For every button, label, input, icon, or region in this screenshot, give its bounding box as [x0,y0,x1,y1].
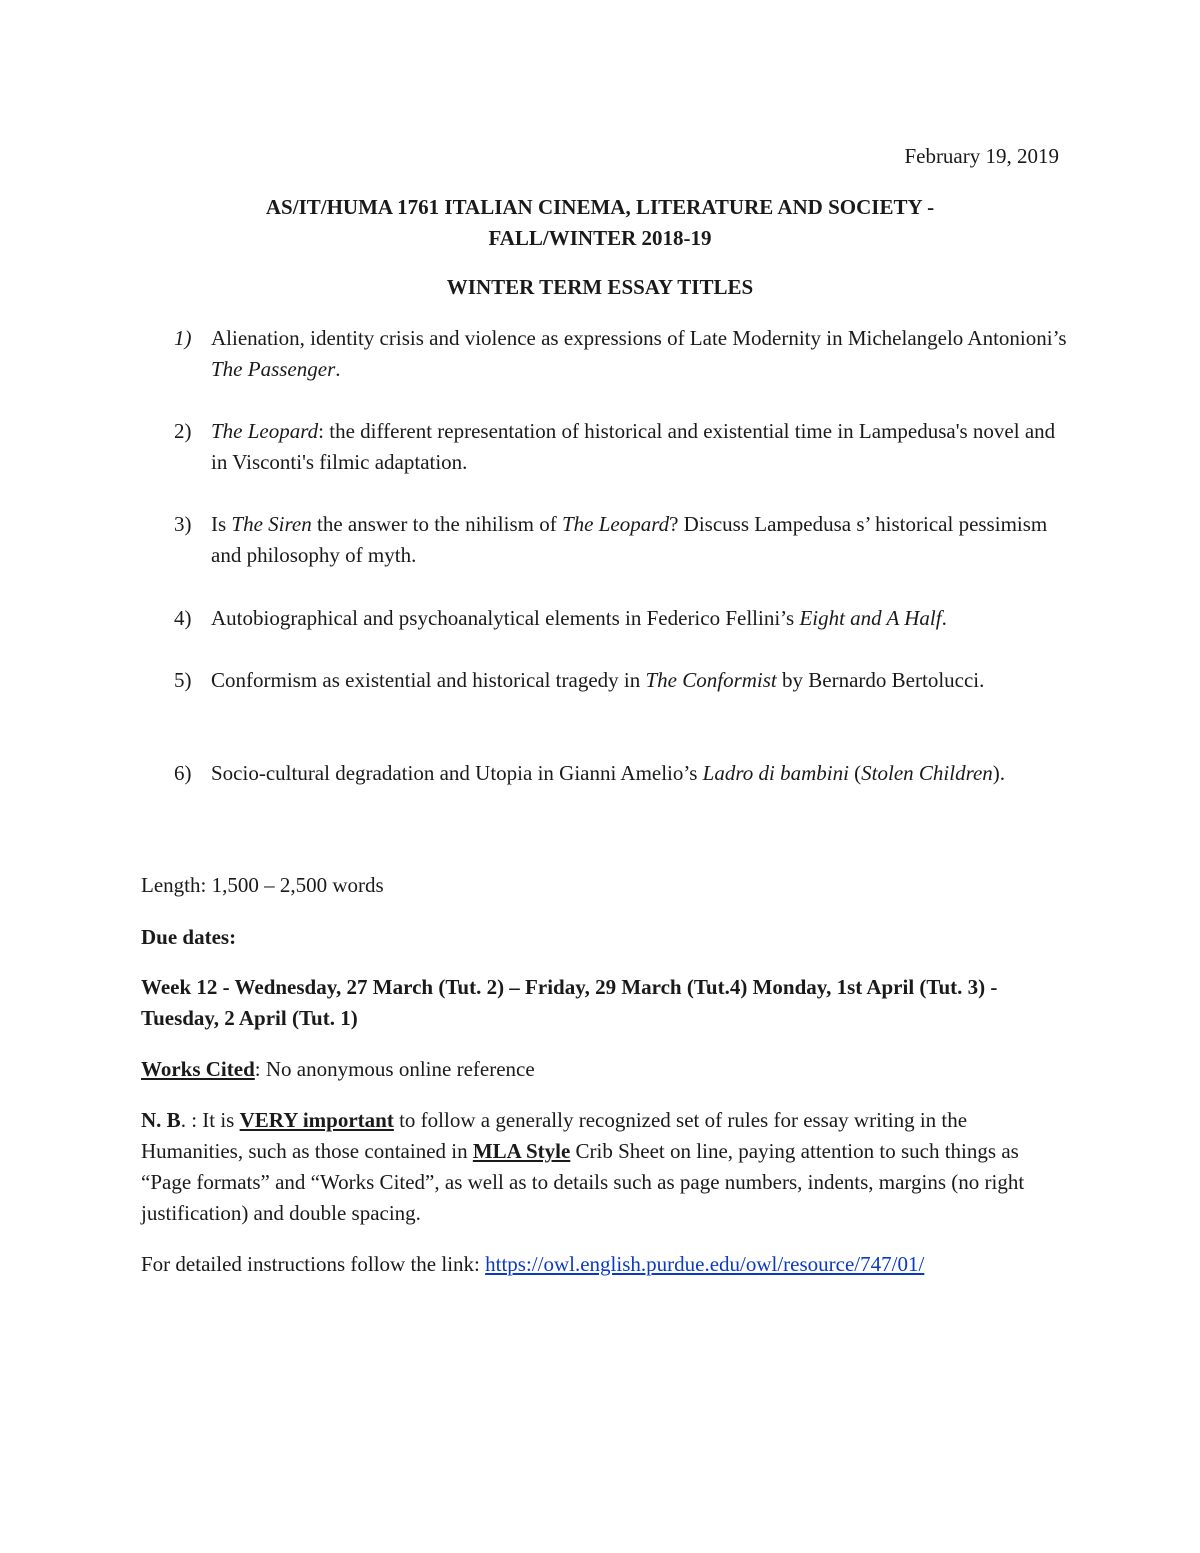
document-date: February 19, 2019 [904,144,1059,168]
course-title-line-1: AS/IT/HUMA 1761 ITALIAN CINEMA, LITERATURE AND SOCIETY - [265,195,935,219]
nb-label: N. B [141,1108,181,1132]
nb-text-segment: to follow a generally recognized set of rules for essay writing in the Humanities, such as those contained in [141,1108,968,1163]
nota-bene-paragraph [141,1105,1041,1229]
item-text-segment: Socio-cultural degradation and Utopia in Gianni Amelio’s [211,761,703,785]
film-title: The Conformist [645,668,777,692]
essay-title-item-3 [174,509,1074,571]
essay-title-item-5 [174,665,1074,696]
item-text-segment: the answer to the nihilism of [311,512,562,536]
course-title [0,192,1200,254]
item-text-segment: Conformism as existential and historical tragedy in [211,668,646,692]
essay-title-item-1 [174,323,1074,385]
work-title: The Leopard [561,512,670,536]
work-title: The Siren [231,512,312,536]
item-text-segment: ( [848,761,862,785]
instructions-line [141,1249,1041,1280]
item-number: 2) [174,419,192,443]
item-text-segment: ? Discuss Lampedusa s’ historical pessimism and philosophy of myth. [211,512,1048,567]
film-title: Eight and A Half [799,606,942,630]
film-title: The Leopard [211,419,319,443]
item-number: 5) [174,668,192,692]
essay-title-item-2 [174,416,1074,478]
film-title: The Passenger [211,357,336,381]
item-text [211,509,1074,571]
item-text [211,416,1074,478]
course-title-line-2: FALL/WINTER 2018-19 [488,226,712,250]
instructions-text: For detailed instructions follow the link: [141,1252,486,1276]
purdue-owl-link[interactable]: https://owl.english.purdue.edu/owl/resource/747/01/ [485,1252,925,1276]
item-text-segment: Autobiographical and psychoanalytical elements in Federico Fellini’s [211,606,800,630]
very-important-emphasis: VERY important [239,1108,394,1132]
nb-text-segment: Crib Sheet on line, paying attention to such things as “Page formats” and “Works Cited”, as well as to details such as page numbers, indents, margins (no right justification) and double spacing. [141,1139,1025,1225]
essay-length: Length: 1,500 – 2,500 words [141,873,384,897]
item-text-segment: Is [211,512,232,536]
works-cited-note [141,1054,1041,1085]
item-text [211,758,1074,789]
item-number: 1) [174,326,192,350]
item-text-segment: . [335,357,341,381]
works-cited-label: Works Cited [141,1057,255,1081]
item-text [211,323,1074,385]
nb-text-segment: . : It is [180,1108,240,1132]
due-dates-text: Week 12 - Wednesday, 27 March (Tut. 2) – Friday, 29 March (Tut.4) Monday, 1st April (Tut. 3) - Tuesday, 2 April (Tut. 1) [141,975,998,1030]
works-cited-text: : No anonymous online reference [254,1057,535,1081]
item-text-segment: Alienation, identity crisis and violence as expressions of Late Modernity in Michelangelo Antonioni’s [211,326,1067,350]
item-text-segment: ). [992,761,1006,785]
film-title: Ladro di bambini [702,761,849,785]
essay-title-item-4 [174,603,1074,634]
item-number: 4) [174,606,192,630]
item-text-segment: : the different representation of historical and existential time in Lampedusa's novel and in Visconti's filmic adaptation. [211,419,1056,474]
due-dates-label: Due dates: [141,925,237,949]
essay-titles-heading: WINTER TERM ESSAY TITLES [446,275,754,299]
mla-style-emphasis: MLA Style [472,1139,571,1163]
item-text-segment: by Bernardo Bertolucci. [776,668,985,692]
film-title: Stolen Children [861,761,993,785]
essay-title-item-6 [174,758,1074,789]
item-text-segment: . [941,606,947,630]
item-number: 6) [174,761,192,785]
item-text [211,665,1074,696]
item-number: 3) [174,512,192,536]
item-text [211,603,1074,634]
